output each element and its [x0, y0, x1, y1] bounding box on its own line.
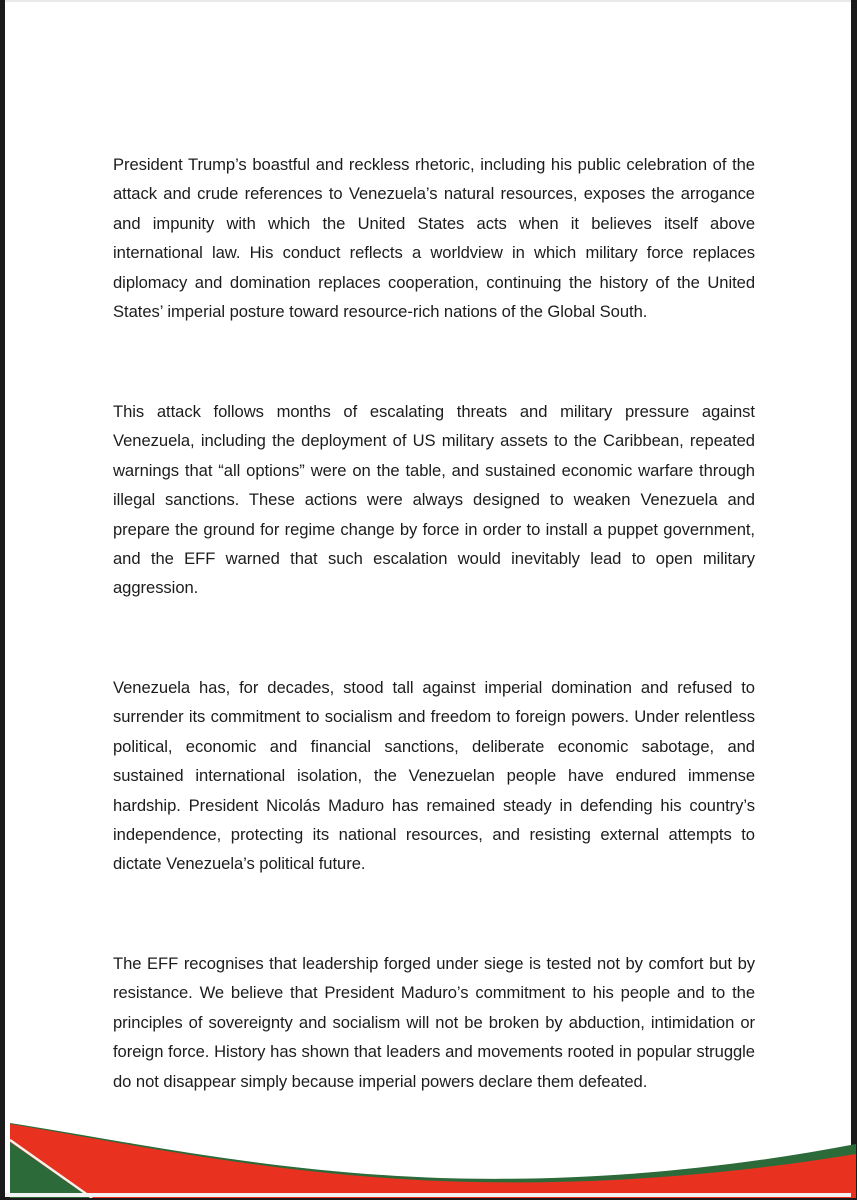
paragraph-trump-rhetoric: President Trump’s boastful and reckless rhetoric, including his public celebration of the attack and crude references to Venezuela’s natural resources, exposes the arrogance and impunity with which the United States acts when it believes itself above international law. His conduct reflects a worldview in which military force replaces diplomacy and domination replaces cooperation, continuing the history of the United States’ imperial posture toward resource-rich nations of the Global South.: [113, 155, 755, 322]
footer-wave-decoration: [10, 1102, 856, 1198]
paragraph-escalating-threats: This attack follows months of escalating threats and military pressure against Venezuela, including the deployment of US military assets to the Caribbean, repeated warnings that “all options” were on the table, and sustained economic warfare through illegal sanctions. These actions were always designed to weaken Venezuela and prepare the ground for regime change by force in order to install a puppet government, and the EFF warned that such escalation would inevitably lead to open military aggression.: [113, 402, 755, 598]
footer-red-wave: [10, 1124, 856, 1198]
document-page: [5, 0, 851, 1196]
page-bottom-edge: [5, 1193, 851, 1197]
paragraph-venezuela-resistance: Venezuela has, for decades, stood tall against imperial domination and refused to surrender its commitment to socialism and freedom to foreign powers. Under relentless political, economic and financial sanctions, deliberate economic sabotage, and sustained international isolation, the Venezuelan people have endured immense hardship. President Nicolás Maduro has remained steady in defending his country’s independence, protecting its national resources, and resisting external attempts to dictate Venezuela’s political future.: [113, 678, 755, 874]
paragraph-eff-leadership: The EFF recognises that leadership forged under siege is tested not by comfort but by resistance. We believe that President Maduro’s commitment to his people and to the principles of sovereignty and socialism will not be broken by abduction, intimidation or foreign force. History has shown that leaders and movements rooted in popular struggle do not disappear simply because imperial powers declare them defeated.: [113, 954, 755, 1091]
